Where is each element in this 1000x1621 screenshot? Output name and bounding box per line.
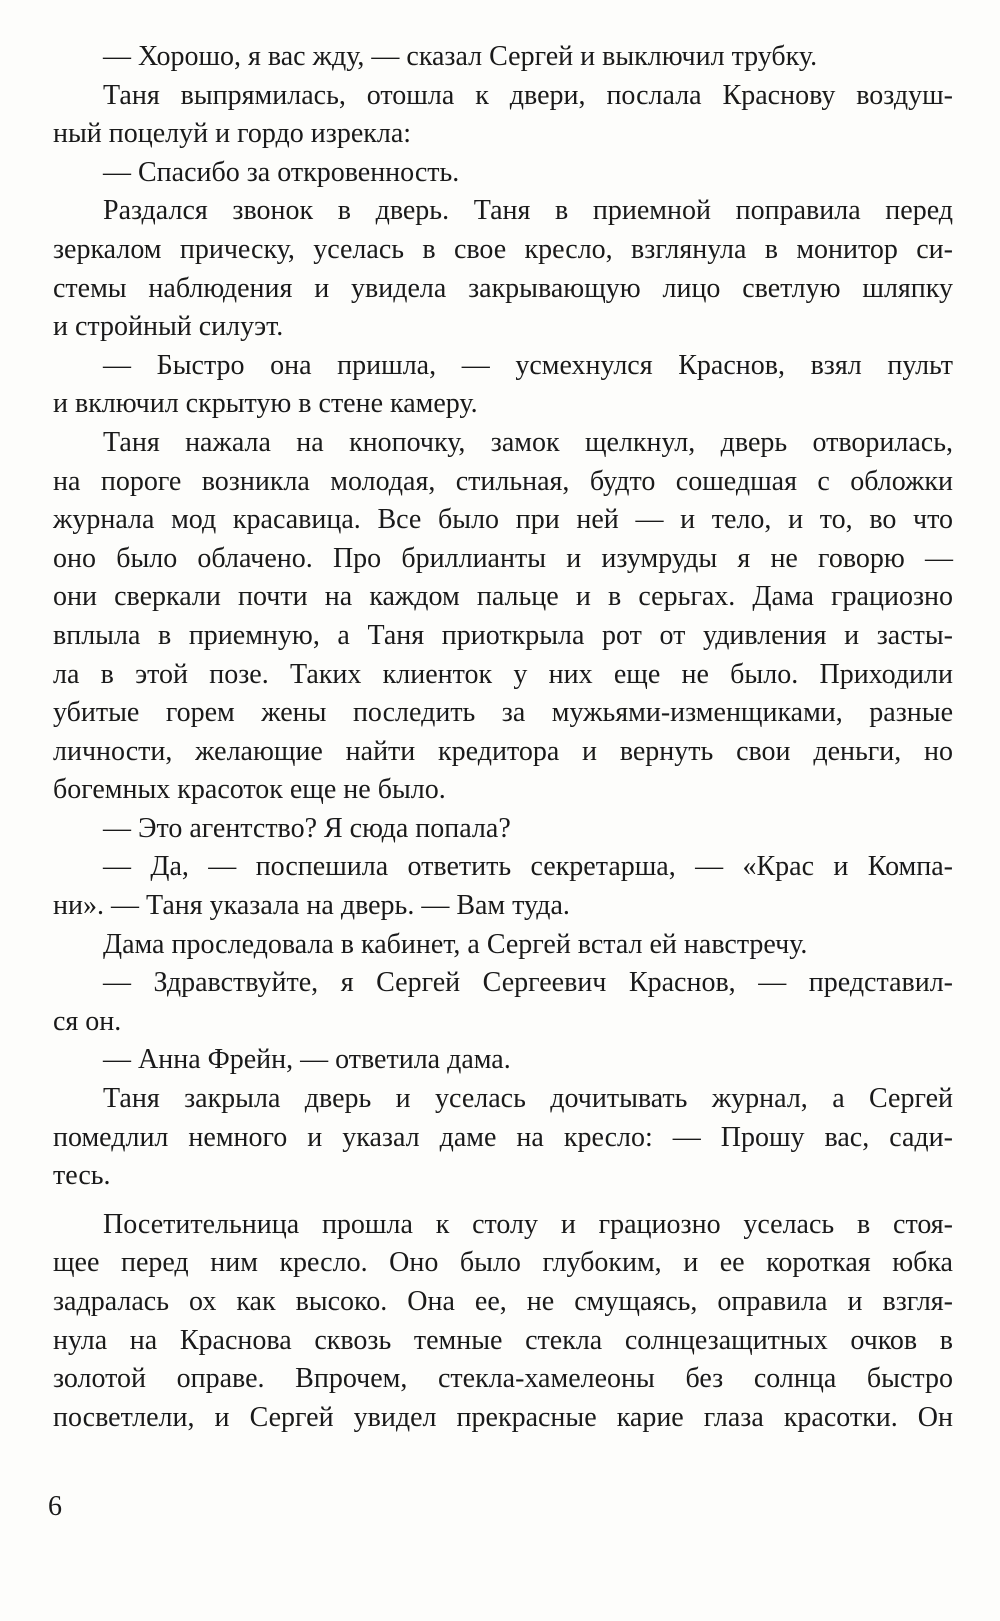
text-line: вплыла в приемную, а Таня приоткрыла рот от удивления и засты- bbox=[53, 619, 953, 651]
text-line: Посетительница прошла к столу и грациозно уселась в стоя- bbox=[103, 1208, 953, 1240]
text-line: убитые горем жены последить за мужьями-изменщиками, разные bbox=[53, 697, 953, 729]
paragraph-gap bbox=[53, 1196, 953, 1206]
text-line: личности, желающие найти кредитора и вернуть свои деньги, но bbox=[53, 735, 953, 767]
text-line: щее перед ним кресло. Оно было глубоким, и ее короткая юбка bbox=[53, 1247, 953, 1279]
text-line: нула на Краснова сквозь темные стекла солнцезащитных очков в bbox=[53, 1324, 953, 1356]
text-line: — Хорошо, я вас жду, — сказал Сергей и выключил трубку. bbox=[103, 41, 818, 72]
text-line: — Это агентство? Я сюда попала? bbox=[103, 812, 511, 844]
text-line: Раздался звонок в дверь. Таня в приемной поправила перед bbox=[103, 195, 953, 227]
text-line: они сверкали почти на каждом пальце и в серьгах. Дама грациозно bbox=[53, 581, 953, 613]
text-line: стемы наблюдения и увидела закрывающую лицо светлую шляпку bbox=[53, 272, 953, 304]
text-line: помедлил немного и указал даме на кресло: — Прошу вас, сади- bbox=[53, 1121, 953, 1153]
text-line: и стройный силуэт. bbox=[53, 311, 284, 343]
text-line: ла в этой позе. Таких клиенток у них еще не было. Приходили bbox=[53, 658, 953, 690]
text-line: ся он. bbox=[53, 1005, 122, 1037]
text-line: и включил скрытую в стене камеру. bbox=[53, 388, 478, 420]
body-text bbox=[53, 38, 953, 1437]
text-line: посветлели, и Сергей увидел прекрасные карие глаза красотки. Он bbox=[53, 1401, 953, 1433]
text-line: — Спасибо за откровенность. bbox=[103, 156, 460, 188]
text-line: Дама проследовала в кабинет, а Сергей встал ей навстречу. bbox=[103, 928, 808, 960]
text-line: — Анна Фрейн, — ответила дама. bbox=[103, 1044, 511, 1076]
text-line: зеркалом прическу, уселась в свое кресло, взглянула в монитор си- bbox=[53, 233, 953, 265]
text-line: тесь. bbox=[53, 1160, 111, 1192]
text-line: задралась ох как высоко. Она ее, не смущаясь, оправила и взгля- bbox=[53, 1286, 953, 1317]
text-line: ни». — Таня указала на дверь. — Вам туда. bbox=[53, 890, 570, 922]
text-line: золотой оправе. Впрочем, стекла-хамелеоны без солнца быстро bbox=[53, 1363, 953, 1395]
text-line: Таня выпрямилась, отошла к двери, послала Краснову воздуш- bbox=[103, 79, 953, 111]
text-line: ный поцелуй и гордо изрекла: bbox=[53, 118, 412, 150]
text-line: — Быстро она пришла, — усмехнулся Краснов, взял пульт bbox=[103, 349, 953, 381]
text-line: — Здравствуйте, я Сергей Сергеевич Краснов, — представил- bbox=[103, 967, 953, 999]
text-line: Таня нажала на кнопочку, замок щелкнул, дверь отворилась, bbox=[103, 426, 953, 458]
text-line: богемных красоток еще не было. bbox=[53, 774, 446, 806]
text-line: — Да, — поспешила ответить секретарша, — «Крас и Компа- bbox=[103, 851, 953, 883]
page-number: 6 bbox=[48, 1491, 62, 1522]
text-line: оно было облачено. Про бриллианты и изумруды я не говорю — bbox=[53, 542, 953, 574]
text-line: Таня закрыла дверь и уселась дочитывать журнал, а Сергей bbox=[103, 1083, 953, 1115]
text-line: журнала мод красавица. Все было при ней — и тело, и то, во что bbox=[53, 504, 953, 536]
text-line: на пороге возникла молодая, стильная, будто сошедшая с обложки bbox=[53, 465, 953, 497]
